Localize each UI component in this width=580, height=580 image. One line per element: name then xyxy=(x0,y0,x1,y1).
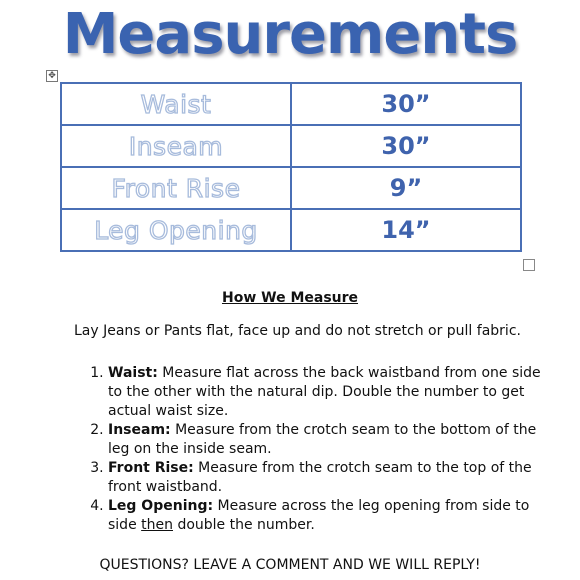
footer-note: QUESTIONS? LEAVE A COMMENT AND WE WILL REPLY! xyxy=(99,557,481,573)
table-row xyxy=(61,209,521,251)
list-item xyxy=(108,459,554,497)
row-value-leg-opening: 14” xyxy=(291,209,521,251)
measurements-table xyxy=(60,82,522,252)
table-row xyxy=(61,83,521,125)
row-label-front-rise: Front Rise xyxy=(61,167,291,209)
row-value-front-rise: 9” xyxy=(291,167,521,209)
row-label-leg-opening: Leg Opening xyxy=(61,209,291,251)
section-heading: How We Measure xyxy=(221,290,359,306)
step-term: Front Rise: xyxy=(108,460,194,476)
step-text: Measure from the crotch seam to the top of the front waistband. xyxy=(108,460,532,495)
row-value-inseam: 30” xyxy=(291,125,521,167)
measure-steps-list xyxy=(70,364,554,535)
row-label-waist: Waist xyxy=(61,83,291,125)
list-item xyxy=(108,421,554,459)
step-text: Measure from the crotch seam to the bottom of the leg on the inside seam. xyxy=(108,422,537,457)
step-term: Waist: xyxy=(108,365,158,381)
table-row xyxy=(61,125,521,167)
table-row xyxy=(61,167,521,209)
list-item xyxy=(108,497,554,535)
step-text: Measure flat across the back waistband from one side to the other with the natural dip. Double the number to get actual waist size. xyxy=(108,365,541,419)
row-label-inseam: Inseam xyxy=(61,125,291,167)
step-text: Measure across the leg opening from side to side xyxy=(108,498,530,533)
table-move-handle-icon[interactable]: ✥ xyxy=(46,70,58,82)
table-resize-handle-icon[interactable] xyxy=(523,259,535,271)
list-item xyxy=(108,364,554,421)
step-term: Inseam: xyxy=(108,422,171,438)
step-text: double the number. xyxy=(173,517,315,533)
step-text-underlined: then xyxy=(141,517,173,533)
intro-paragraph: Lay Jeans or Pants flat, face up and do not stretch or pull fabric. xyxy=(74,323,521,339)
page-title: Measurements xyxy=(62,2,518,67)
row-value-waist: 30” xyxy=(291,83,521,125)
step-term: Leg Opening: xyxy=(108,498,214,514)
